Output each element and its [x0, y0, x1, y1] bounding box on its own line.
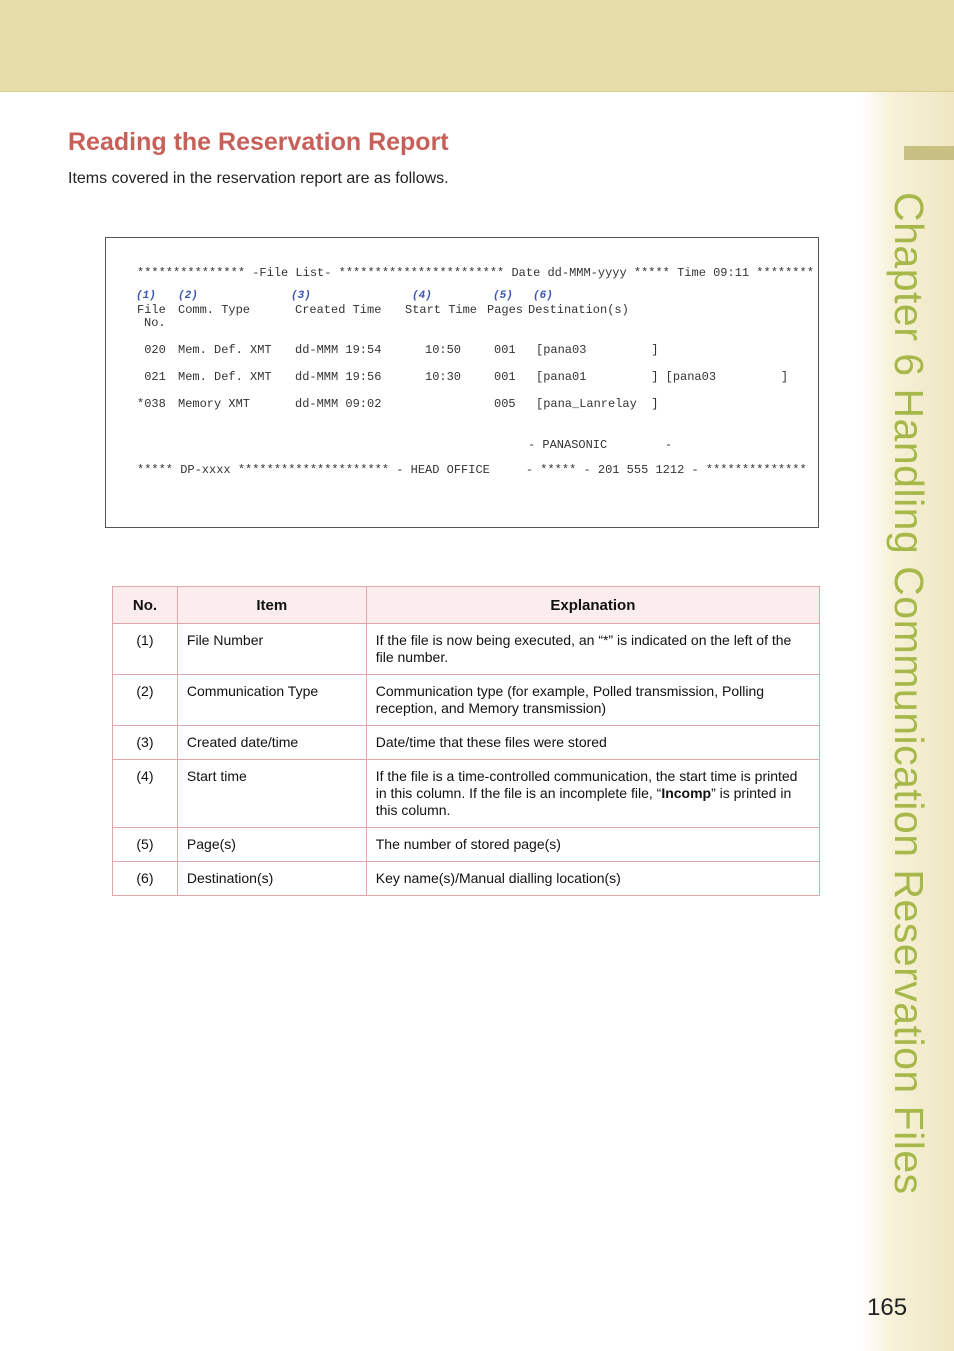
explanation-table	[112, 586, 820, 896]
incomp-keyword: Incomp	[661, 785, 712, 801]
row-no: (6)	[113, 862, 178, 896]
explanation-text: If the file is a time-controlled communication, the start time is printed in this column. If the file is an incomplete file, “	[375, 768, 798, 801]
row-pages: 005	[494, 397, 516, 411]
row-item: Created date/time	[177, 726, 366, 760]
row-destination: [pana03 ]	[536, 343, 659, 357]
row-created-time: dd-MMM 09:02	[295, 397, 382, 411]
row-start-time: 10:50	[425, 343, 462, 357]
row-item: Start time	[177, 760, 366, 828]
row-item: File Number	[177, 624, 366, 675]
header-explanation: Explanation	[366, 587, 819, 624]
row-item: Communication Type	[177, 675, 366, 726]
col-comm-type: Comm. Type	[178, 303, 251, 317]
table-row	[113, 862, 820, 896]
explanation-text: ” is printed in this column.	[375, 785, 792, 818]
row-no: (1)	[113, 624, 178, 675]
col-pages: Pages	[487, 303, 524, 317]
marker-4: (4)	[412, 290, 432, 302]
row-explanation: If the file is now being executed, an “*” is indicated on the left of the file number.	[366, 624, 819, 675]
table-row	[113, 624, 820, 675]
table-row	[113, 726, 820, 760]
row-pages: 001	[494, 370, 516, 384]
row-created-time: dd-MMM 19:54	[295, 343, 382, 357]
marker-3: (3)	[291, 290, 311, 302]
row-created-time: dd-MMM 19:56	[295, 370, 382, 384]
chapter-label: Chapter 6 Handling Communication Reservation Files	[886, 192, 932, 1195]
marker-5: (5)	[493, 290, 513, 302]
header-no: No.	[113, 587, 178, 624]
col-file-no: No.	[144, 316, 166, 330]
col-start-time: Start Time	[405, 303, 478, 317]
marker-2: (2)	[178, 290, 198, 302]
row-comm-type: Memory XMT	[178, 397, 251, 411]
col-file: File	[137, 303, 166, 317]
row-explanation	[366, 760, 819, 828]
row-start-time: 10:30	[425, 370, 462, 384]
report-header-line: *************** -File List- *********************** Date dd-MMM-yyyy ***** Time 09:11 ********	[137, 266, 814, 280]
row-explanation: Key name(s)/Manual dialling location(s)	[366, 862, 819, 896]
section-title: Reading the Reservation Report	[68, 128, 449, 156]
row-item: Destination(s)	[177, 862, 366, 896]
table-row	[113, 828, 820, 862]
col-created-time: Created Time	[295, 303, 382, 317]
table-row	[113, 760, 820, 828]
report-footer-line: ***** DP-xxxx ********************* - HEAD OFFICE - ***** - 201 555 1212 - **************	[137, 463, 807, 477]
report-footer-company: - PANASONIC -	[528, 438, 673, 452]
col-destinations: Destination(s)	[528, 303, 629, 317]
row-explanation: Date/time that these files were stored	[366, 726, 819, 760]
row-file-no: 021	[137, 370, 166, 384]
row-comm-type: Mem. Def. XMT	[178, 370, 272, 384]
row-explanation: The number of stored page(s)	[366, 828, 819, 862]
header-item: Item	[177, 587, 366, 624]
chapter-tab-marker	[904, 146, 954, 160]
row-no: (5)	[113, 828, 178, 862]
row-pages: 001	[494, 343, 516, 357]
page-number: 165	[867, 1294, 908, 1321]
intro-text: Items covered in the reservation report are as follows.	[68, 170, 449, 187]
row-comm-type: Mem. Def. XMT	[178, 343, 272, 357]
reservation-report-sample	[105, 237, 819, 528]
row-no: (2)	[113, 675, 178, 726]
marker-6: (6)	[533, 290, 553, 302]
row-item: Page(s)	[177, 828, 366, 862]
header-band	[0, 0, 954, 92]
row-file-no: 020	[137, 343, 166, 357]
marker-1: (1)	[136, 290, 156, 302]
table-row	[113, 675, 820, 726]
row-no: (3)	[113, 726, 178, 760]
row-destination: [pana01 ] [pana03 ]	[536, 370, 789, 384]
row-explanation: Communication type (for example, Polled transmission, Polling reception, and Memory transmission)	[366, 675, 819, 726]
row-file-no: *038	[137, 397, 166, 411]
row-no: (4)	[113, 760, 178, 828]
table-header-row	[113, 587, 820, 624]
row-destination: [pana_Lanrelay ]	[536, 397, 659, 411]
